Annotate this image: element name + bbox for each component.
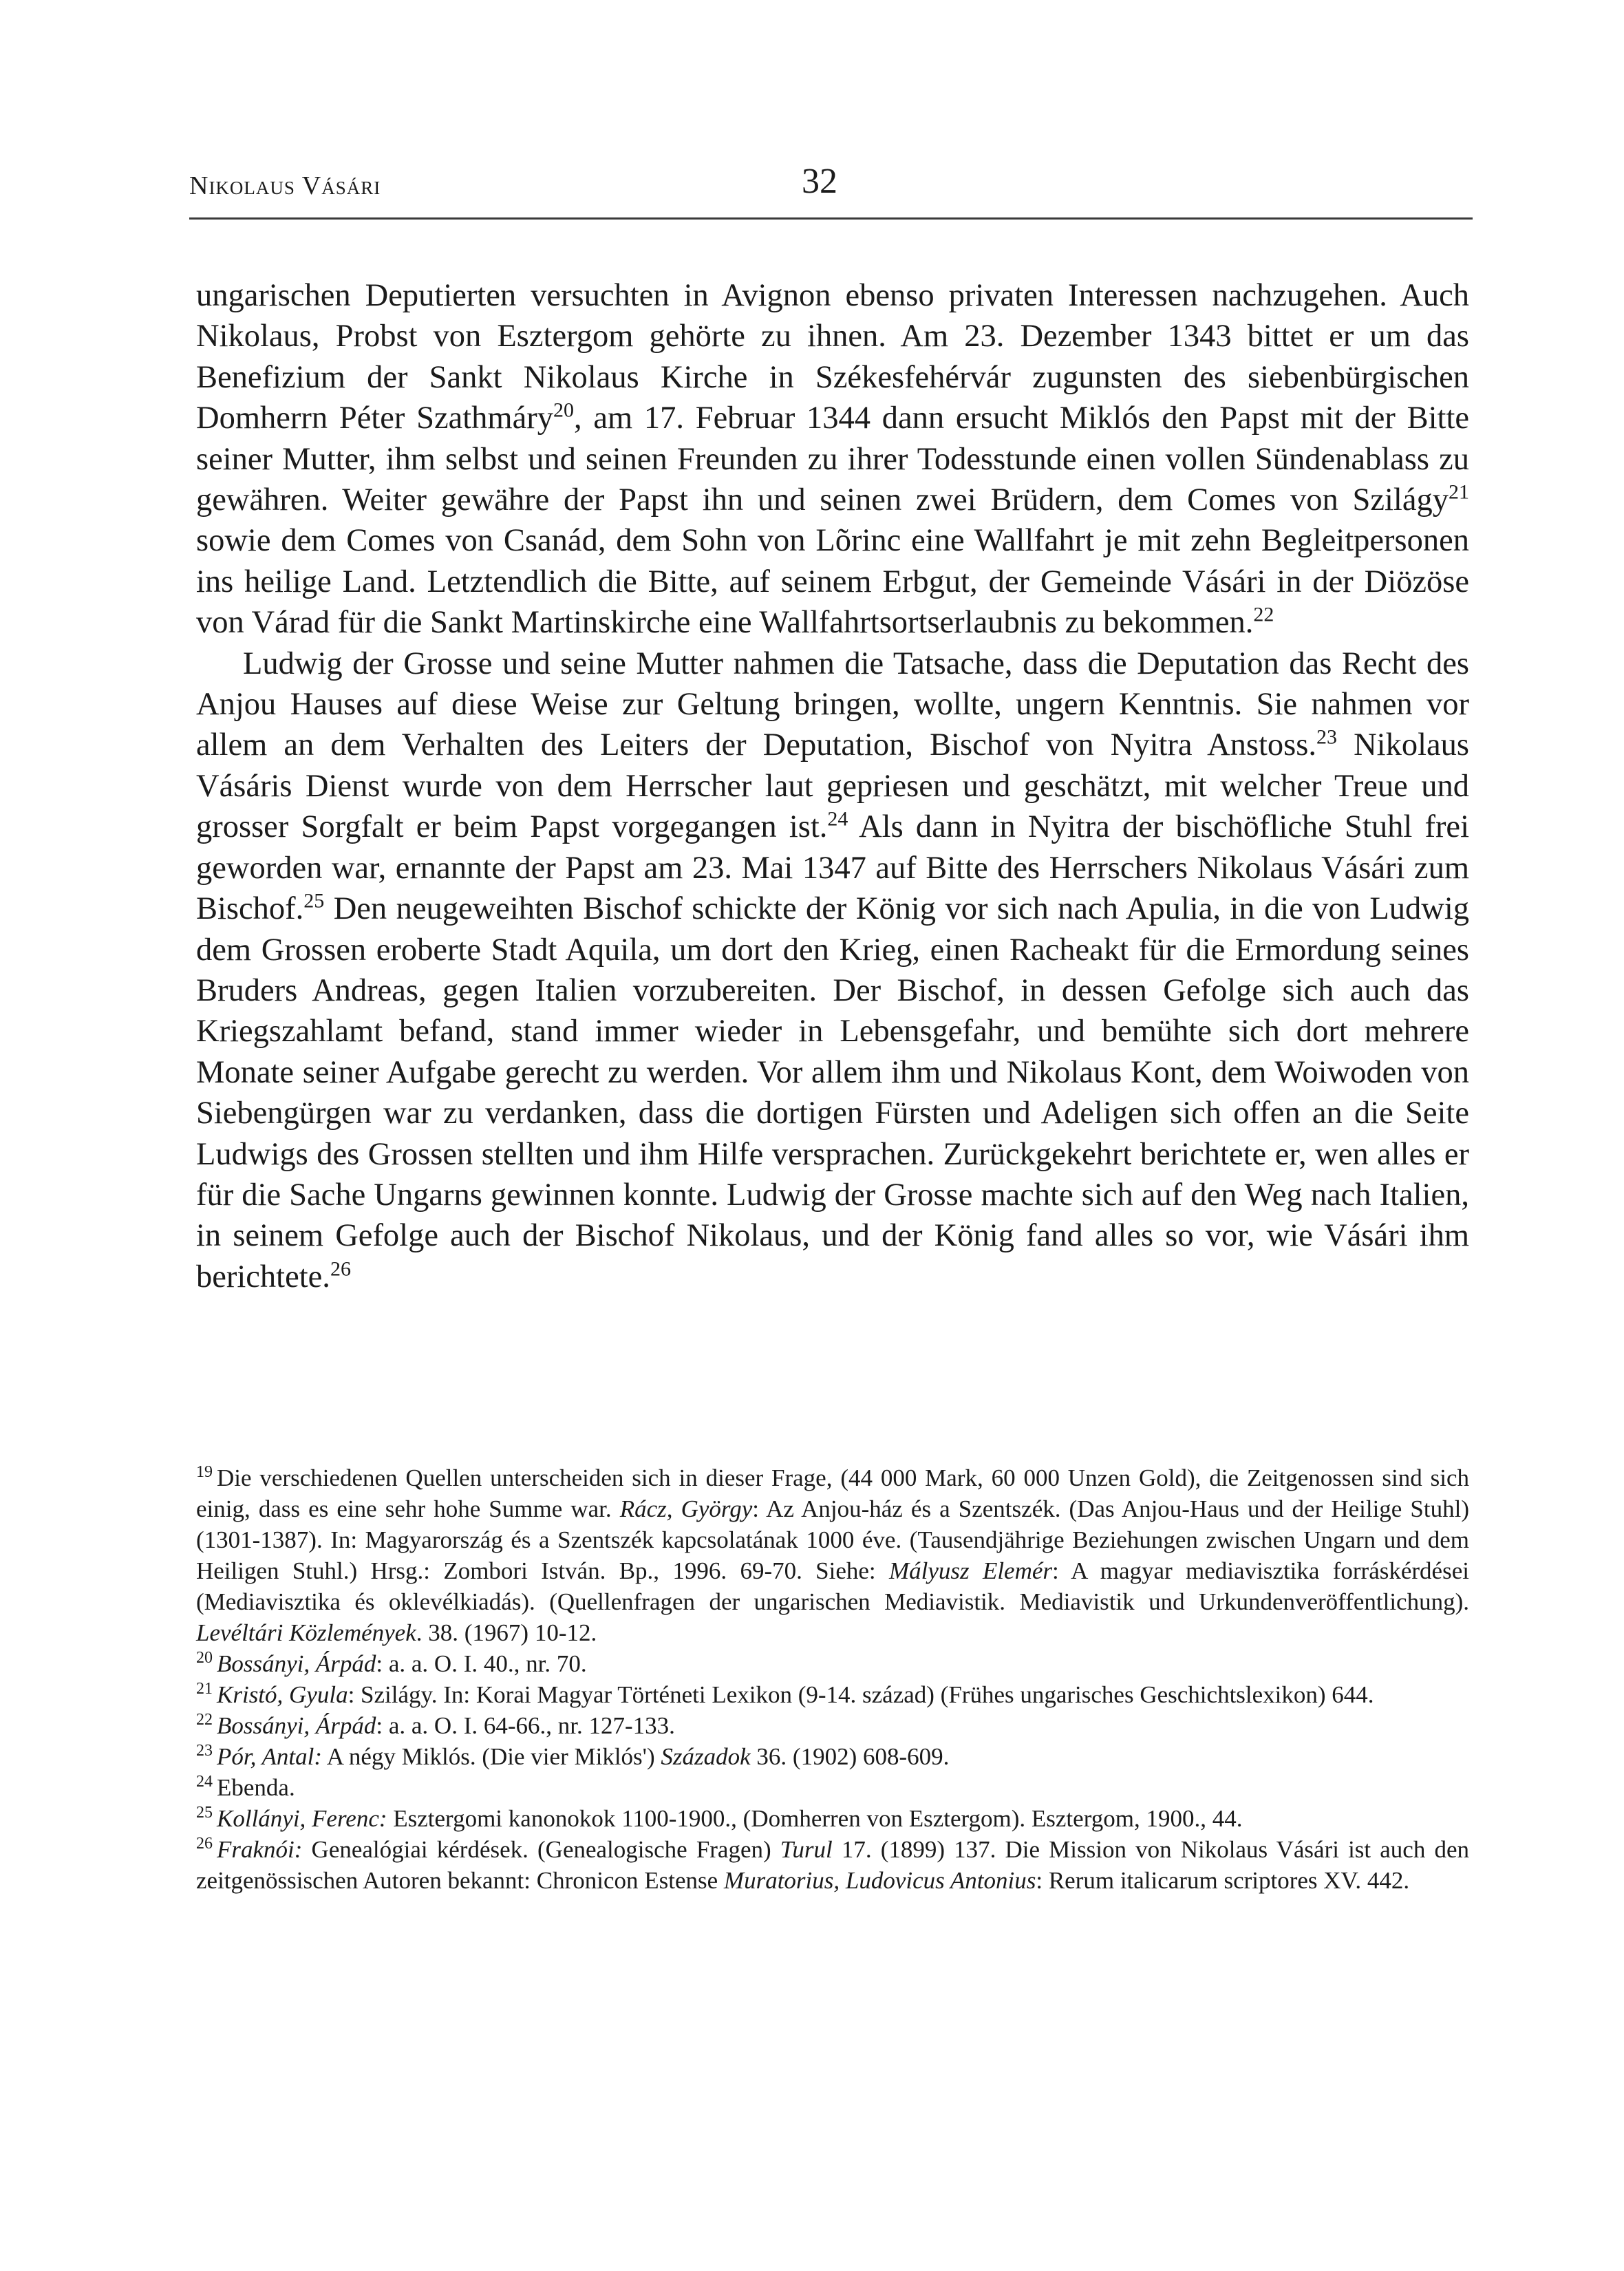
journal-title: Századok [661, 1743, 751, 1770]
text-run: ungarischen Deputierten versuchten in Avignon ebenso privaten Interessen nachzugehen. Auch Nikolaus, Probst von Esztergom gehörte zu ihnen. Am 23. Dezember 1343 bittet er um das Benefizium der Sankt Nikolaus Kirche in Székesfehérvár zugunsten des siebenbürgischen Domherrn Péter Szathmáry [196, 278, 1469, 436]
journal-title: Turul [780, 1836, 833, 1863]
author-name: Bossányi, Árpád [217, 1650, 376, 1677]
footnote-number: 20 [196, 1649, 213, 1667]
footnote-24 [196, 1772, 1469, 1803]
text-run: Den neugeweihten Bischof schickte der König vor sich nach Apulia, in die von Ludwig dem Grossen eroberte Stadt Aquila, um dort den Krieg, einen Racheakt für die Ermordung seines Bruders Andreas, gegen Italien vorzubereiten. Der Bischof, in dessen Gefolge sich auch das Kriegszahlamt befand, stand immer wieder in Lebensgefahr, und bemühte sich dort mehrere Monate seiner Aufgabe gerecht zu werden. Vor allem ihm und Nikolaus Kont, dem Woiwoden von Siebengürgen war zu verdanken, dass die dortigen Fürsten und Adeligen sich offen an die Seite Ludwigs des Grossen stellten und ihm Hilfe versprachen. Zurückgekehrt berichtete er, wen alles er für die Sache Ungarns gewinnen konnte. Ludwig der Grosse machte sich auf den Weg nach Italien, in seinem Gefolge auch der Bischof Nikolaus, und der König fand alles so vor, wie Vásári ihm berichtete. [196, 891, 1469, 1294]
text-run: : Az Anjou-ház és a Szentszék. (Das Anjou-Haus und der Heilige Stuhl)(1301-1387). In: Magyarország és a Szentszék kapcsolatának 1000 éve. (Tausendjährige Beziehungen zwischen Ungarn und dem Heiligen Stuhl.) Hrsg.: Zombori István. Bp., 1996. 69-70. Siehe: [196, 1495, 1469, 1584]
author-name: Mályusz Elemér [888, 1557, 1053, 1584]
footnote-20 [196, 1648, 1469, 1679]
author-name: Bossányi, Árpád [217, 1712, 376, 1739]
footnote-ref-22[interactable]: 22 [1253, 603, 1274, 626]
footnote-ref-25[interactable]: 25 [303, 889, 325, 913]
text-run: A négy Miklós. (Die vier Miklós') [321, 1743, 661, 1770]
text-run: : a. a. O. I. 40., nr. 70. [376, 1650, 587, 1677]
text-run: Die verschiedenen Quellen unterscheiden sich in dieser Frage, (44 000 Mark, 60 000 Unzen Gold), die Zeitgenossen sind sich einig, dass es eine sehr hohe Summe war. [196, 1464, 1469, 1522]
footnote-number: 26 [196, 1835, 213, 1853]
footnote-ref-20[interactable]: 20 [553, 398, 574, 422]
footnote-number: 23 [196, 1742, 213, 1760]
text-run: 36. (1902) 608-609. [750, 1743, 950, 1770]
text-run: : a. a. O. I. 64-66., nr. 127-133. [376, 1712, 675, 1739]
paragraph-1 [196, 275, 1469, 643]
footnote-22 [196, 1710, 1469, 1741]
text-run: Genealógiai kérdések. (Genealogische Fragen) [302, 1836, 780, 1863]
text-run: sowie dem Comes von Csanád, dem Sohn von Lõrinc eine Wallfahrt je mit zehn Begleitpersonen ins heilige Land. Letztendlich die Bitte, auf seinem Erbgut, der Gemeinde Vásári in der Diözöse von Várad für die Sankt Martinskirche eine Wallfahrtsortserlaubnis zu bekommen. [196, 523, 1469, 641]
main-text [196, 275, 1469, 1297]
footnote-ref-23[interactable]: 23 [1316, 725, 1337, 749]
text-run: Ludwig der Grosse und seine Mutter nahmen die Tatsache, dass die Deputation das Recht des Anjou Hauses auf diese Weise zur Geltung bringen, wollte, ungern Kenntnis. Sie nahmen vor allem an dem Verhalten des Leiters der Deputation, Bischof von Nyitra Anstoss. [196, 646, 1469, 763]
author-name: Rácz, György [619, 1495, 753, 1522]
footnote-number: 25 [196, 1804, 213, 1822]
text-run: : A magyar mediavisztika forráskérdései (Mediavisztika és oklevélkiadás). (Quellenfragen der ungarischen Mediavistik. Mediavistik und Urkundenveröffentlichung). [196, 1557, 1469, 1615]
paragraph-2 [196, 643, 1469, 1298]
footnote-23 [196, 1741, 1469, 1772]
footnote-21 [196, 1679, 1469, 1710]
footnote-25 [196, 1803, 1469, 1834]
text-run: : Rerum italicarum scriptores XV. 442. [1036, 1867, 1410, 1894]
author-name: Muratorius, Ludovicus Antonius [723, 1867, 1036, 1894]
running-head: Nikolaus Vásári [189, 171, 381, 200]
text-run: , am 17. Februar 1344 dann ersucht Miklós den Papst mit der Bitte seiner Mutter, ihm selbst und seinen Freunden zu ihrer Todesstunde einen vollen Sündenablass zu gewähren. Weiter gewähre der Papst ihn und seinen zwei Brüdern, dem Comes von Szilágy [196, 401, 1469, 518]
footnote-number: 22 [196, 1711, 213, 1729]
text-run: . 38. (1967) 10-12. [416, 1619, 597, 1646]
text-run: Als dann in Nyitra der bischöfliche Stuhl frei geworden war, ernannte der Papst am 23. Mai 1347 auf Bitte des Herrschers Nikolaus Vásári zum Bischof. [196, 809, 1469, 927]
footnote-number: 19 [196, 1463, 213, 1482]
text-run: Ebenda. [217, 1774, 295, 1801]
footnotes [196, 1462, 1469, 1896]
footnote-number: 21 [196, 1680, 213, 1698]
author-name: Kristó, Gyula [217, 1681, 348, 1708]
text-run: Nikolaus Vásáris Dienst wurde von dem Herrscher laut gepriesen und geschätzt, mit welcher Treue und grosser Sorgfalt er beim Papst vorgegangen ist. [196, 727, 1469, 845]
page-header [189, 160, 1473, 220]
page-number: 32 [802, 162, 837, 201]
footnote-19 [196, 1462, 1469, 1648]
text-run: Esztergomi kanonokok 1100-1900., (Domherren von Esztergom). Esztergom, 1900., 44. [387, 1805, 1243, 1832]
text-run: : Szilágy. In: Korai Magyar Történeti Lexikon (9-14. század) (Frühes ungarisches Geschichtslexikon) 644. [348, 1681, 1374, 1708]
footnote-26 [196, 1834, 1469, 1896]
author-name: Fraknói: [217, 1836, 303, 1863]
footnote-number: 24 [196, 1773, 213, 1791]
footnote-ref-21[interactable]: 21 [1449, 480, 1469, 504]
journal-title: Levéltári Közlemények [196, 1619, 416, 1646]
footnote-ref-24[interactable]: 24 [827, 807, 848, 831]
author-name: Kollányi, Ferenc: [217, 1805, 387, 1832]
author-name: Pór, Antal: [217, 1743, 322, 1770]
footnote-ref-26[interactable]: 26 [330, 1257, 351, 1281]
text-run: 17. (1899) 137. Die Mission von Nikolaus Vásári ist auch den zeitgenössischen Autoren bekannt: Chronicon Estense [196, 1836, 1469, 1894]
